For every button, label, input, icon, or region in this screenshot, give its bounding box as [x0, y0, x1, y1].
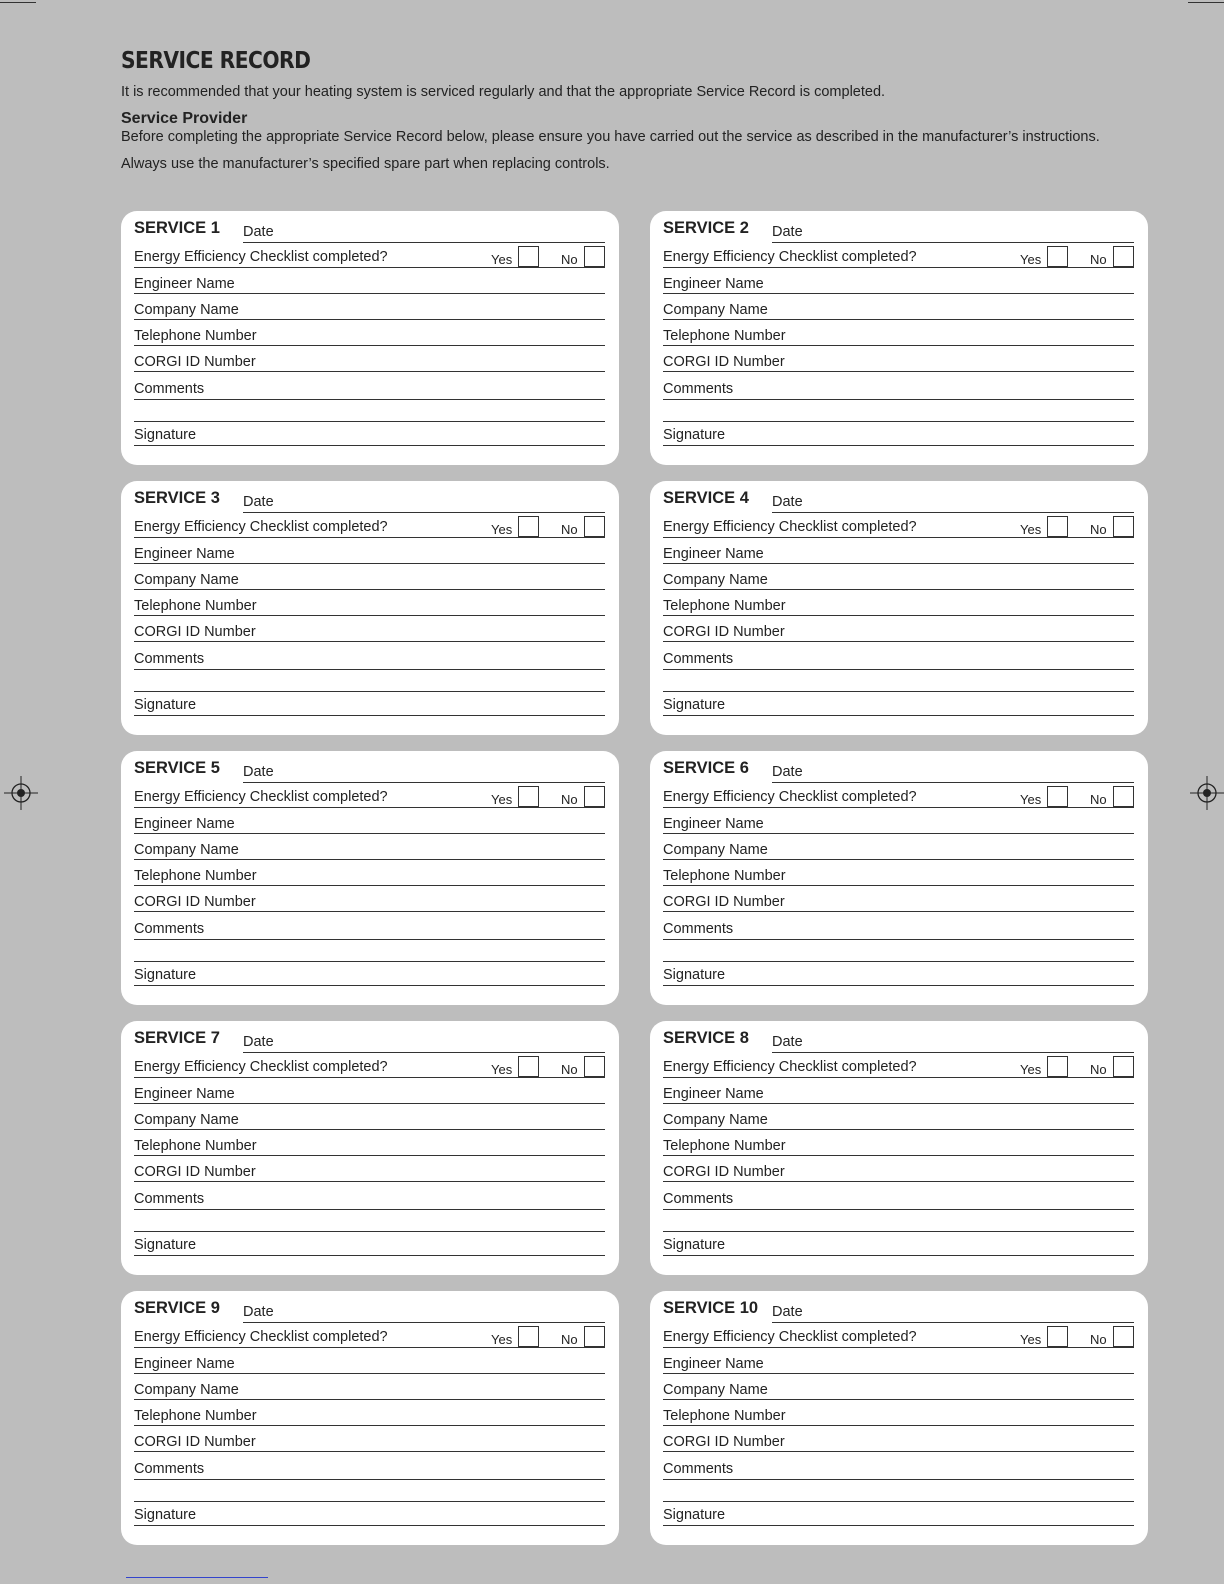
yes-label: Yes	[1020, 1332, 1042, 1347]
comments-field-label: Comments	[134, 921, 205, 937]
date-input-line[interactable]	[772, 1322, 1134, 1323]
telephone-number-field-label: Telephone Number	[663, 868, 786, 884]
comments-line-2[interactable]	[134, 421, 605, 422]
checklist-no-checkbox[interactable]	[584, 1326, 605, 1347]
service-title: SERVICE 6	[663, 759, 749, 777]
service-card-2	[650, 211, 1148, 465]
telephone-number-field-label: Telephone Number	[134, 868, 257, 884]
service-title: SERVICE 7	[134, 1029, 220, 1047]
checklist-line	[663, 267, 1134, 268]
telephone-number-field[interactable]	[134, 615, 605, 616]
date-input-line[interactable]	[243, 1052, 605, 1053]
checklist-line	[663, 537, 1134, 538]
checklist-no-checkbox[interactable]	[584, 246, 605, 267]
checklist-yes-checkbox[interactable]	[518, 516, 539, 537]
corgi-id-field[interactable]	[663, 371, 1134, 372]
no-label: No	[561, 522, 578, 537]
date-label: Date	[243, 1304, 274, 1320]
comments-field-label: Comments	[663, 651, 734, 667]
no-label: No	[1090, 792, 1107, 807]
checklist-yes-checkbox[interactable]	[1047, 246, 1068, 267]
checklist-label: Energy Efficiency Checklist completed?	[663, 789, 917, 805]
telephone-number-field[interactable]	[663, 615, 1134, 616]
company-name-field-label: Company Name	[134, 1112, 239, 1128]
yes-label: Yes	[1020, 522, 1042, 537]
checklist-line	[663, 1077, 1134, 1078]
checklist-line	[663, 1347, 1134, 1348]
telephone-number-field-label: Telephone Number	[134, 328, 257, 344]
yes-label: Yes	[1020, 792, 1042, 807]
service-card-9	[121, 1291, 619, 1545]
engineer-name-field[interactable]	[663, 1103, 1134, 1104]
corgi-id-field[interactable]	[134, 641, 605, 642]
comments-field-label: Comments	[663, 381, 734, 397]
signature-field[interactable]	[134, 985, 605, 986]
checklist-yes-checkbox[interactable]	[518, 246, 539, 267]
date-label: Date	[772, 494, 803, 510]
intro-text: It is recommended that your heating system is serviced regularly and that the appropriate Service Record is completed.	[121, 84, 886, 100]
comments-field-label: Comments	[134, 1461, 205, 1477]
checklist-label: Energy Efficiency Checklist completed?	[663, 249, 917, 265]
engineer-name-field-label: Engineer Name	[663, 1356, 764, 1372]
checklist-yes-checkbox[interactable]	[518, 1056, 539, 1077]
service-title: SERVICE 5	[134, 759, 220, 777]
corgi-id-field[interactable]	[663, 641, 1134, 642]
comments-field[interactable]	[663, 669, 1134, 670]
date-input-line[interactable]	[772, 512, 1134, 513]
service-title: SERVICE 2	[663, 219, 749, 237]
telephone-number-field[interactable]	[663, 1425, 1134, 1426]
telephone-number-field[interactable]	[663, 345, 1134, 346]
signature-field[interactable]	[663, 1525, 1134, 1526]
date-label: Date	[772, 764, 803, 780]
date-input-line[interactable]	[772, 242, 1134, 243]
corgi-id-field-label: CORGI ID Number	[134, 894, 256, 910]
engineer-name-field-label: Engineer Name	[663, 1086, 764, 1102]
date-input-line[interactable]	[772, 782, 1134, 783]
engineer-name-field[interactable]	[663, 833, 1134, 834]
comments-field-label: Comments	[134, 1191, 205, 1207]
checklist-yes-checkbox[interactable]	[1047, 1056, 1068, 1077]
corgi-id-field-label: CORGI ID Number	[663, 1434, 785, 1450]
telephone-number-field[interactable]	[134, 1425, 605, 1426]
engineer-name-field-label: Engineer Name	[663, 816, 764, 832]
corgi-id-field[interactable]	[134, 1451, 605, 1452]
page-header	[121, 48, 1121, 172]
comments-field[interactable]	[134, 939, 605, 940]
engineer-name-field[interactable]	[663, 563, 1134, 564]
no-label: No	[1090, 522, 1107, 537]
checklist-no-checkbox[interactable]	[1113, 1056, 1134, 1077]
company-name-field[interactable]	[663, 859, 1134, 860]
corgi-id-field[interactable]	[663, 1181, 1134, 1182]
comments-line-2[interactable]	[663, 421, 1134, 422]
checklist-no-checkbox[interactable]	[1113, 786, 1134, 807]
service-provider-text: Before completing the appropriate Service Record below, please ensure you have carried out the service as described in the manufacturer’s instructions.	[121, 129, 1100, 145]
date-input-line[interactable]	[243, 782, 605, 783]
signature-label: Signature	[134, 1237, 197, 1253]
engineer-name-field-label: Engineer Name	[134, 276, 235, 292]
service-card-8	[650, 1021, 1148, 1275]
signature-label: Signature	[663, 1507, 726, 1523]
telephone-number-field-label: Telephone Number	[134, 1138, 257, 1154]
company-name-field[interactable]	[663, 1399, 1134, 1400]
engineer-name-field-label: Engineer Name	[134, 546, 235, 562]
checklist-yes-checkbox[interactable]	[518, 1326, 539, 1347]
engineer-name-field[interactable]	[134, 1103, 605, 1104]
checklist-yes-checkbox[interactable]	[1047, 516, 1068, 537]
date-input-line[interactable]	[243, 512, 605, 513]
checklist-line	[134, 807, 605, 808]
service-title: SERVICE 8	[663, 1029, 749, 1047]
engineer-name-field[interactable]	[134, 293, 605, 294]
comments-field[interactable]	[663, 1209, 1134, 1210]
corgi-id-field-label: CORGI ID Number	[663, 894, 785, 910]
telephone-number-field-label: Telephone Number	[663, 1138, 786, 1154]
footer-link-underline	[126, 1577, 268, 1578]
service-title: SERVICE 4	[663, 489, 749, 507]
date-label: Date	[772, 1304, 803, 1320]
signature-field[interactable]	[663, 445, 1134, 446]
telephone-number-field-label: Telephone Number	[663, 328, 786, 344]
yes-label: Yes	[491, 792, 513, 807]
company-name-field[interactable]	[134, 859, 605, 860]
registration-mark-left-icon	[4, 776, 38, 810]
company-name-field-label: Company Name	[134, 842, 239, 858]
corgi-id-field[interactable]	[663, 1451, 1134, 1452]
comments-field[interactable]	[134, 669, 605, 670]
checklist-no-checkbox[interactable]	[584, 786, 605, 807]
signature-field[interactable]	[663, 985, 1134, 986]
service-card-10	[650, 1291, 1148, 1545]
engineer-name-field-label: Engineer Name	[134, 1356, 235, 1372]
company-name-field[interactable]	[663, 1129, 1134, 1130]
company-name-field-label: Company Name	[663, 302, 768, 318]
engineer-name-field[interactable]	[134, 563, 605, 564]
checklist-line	[134, 537, 605, 538]
signature-field[interactable]	[663, 715, 1134, 716]
telephone-number-field[interactable]	[134, 1155, 605, 1156]
telephone-number-field-label: Telephone Number	[663, 598, 786, 614]
service-card-4	[650, 481, 1148, 735]
checklist-label: Energy Efficiency Checklist completed?	[663, 519, 917, 535]
corgi-id-field-label: CORGI ID Number	[663, 624, 785, 640]
corgi-id-field[interactable]	[134, 911, 605, 912]
engineer-name-field-label: Engineer Name	[134, 1086, 235, 1102]
comments-field[interactable]	[663, 399, 1134, 400]
comments-field-label: Comments	[663, 921, 734, 937]
comments-field[interactable]	[134, 1209, 605, 1210]
yes-label: Yes	[491, 252, 513, 267]
no-label: No	[561, 1332, 578, 1347]
no-label: No	[1090, 1062, 1107, 1077]
company-name-field[interactable]	[134, 1129, 605, 1130]
engineer-name-field[interactable]	[134, 833, 605, 834]
checklist-line	[663, 807, 1134, 808]
company-name-field[interactable]	[663, 589, 1134, 590]
telephone-number-field[interactable]	[663, 885, 1134, 886]
crop-mark-right	[1188, 2, 1224, 3]
company-name-field-label: Company Name	[663, 842, 768, 858]
checklist-no-checkbox[interactable]	[1113, 246, 1134, 267]
company-name-field-label: Company Name	[134, 302, 239, 318]
checklist-label: Energy Efficiency Checklist completed?	[134, 1329, 388, 1345]
yes-label: Yes	[1020, 1062, 1042, 1077]
service-card-5	[121, 751, 619, 1005]
engineer-name-field-label: Engineer Name	[134, 816, 235, 832]
corgi-id-field-label: CORGI ID Number	[134, 1434, 256, 1450]
signature-field[interactable]	[134, 1525, 605, 1526]
corgi-id-field-label: CORGI ID Number	[663, 354, 785, 370]
date-label: Date	[772, 224, 803, 240]
corgi-id-field[interactable]	[663, 911, 1134, 912]
company-name-field[interactable]	[134, 589, 605, 590]
checklist-label: Energy Efficiency Checklist completed?	[663, 1329, 917, 1345]
telephone-number-field-label: Telephone Number	[134, 598, 257, 614]
checklist-no-checkbox[interactable]	[1113, 1326, 1134, 1347]
service-card-7	[121, 1021, 619, 1275]
comments-field[interactable]	[663, 939, 1134, 940]
checklist-label: Energy Efficiency Checklist completed?	[134, 519, 388, 535]
comments-field[interactable]	[663, 1479, 1134, 1480]
yes-label: Yes	[1020, 252, 1042, 267]
company-name-field-label: Company Name	[134, 1382, 239, 1398]
corgi-id-field-label: CORGI ID Number	[134, 1164, 256, 1180]
signature-label: Signature	[663, 1237, 726, 1253]
no-label: No	[561, 252, 578, 267]
checklist-yes-checkbox[interactable]	[1047, 786, 1068, 807]
company-name-field-label: Company Name	[663, 1112, 768, 1128]
signature-label: Signature	[663, 427, 726, 443]
engineer-name-field[interactable]	[134, 1373, 605, 1374]
engineer-name-field[interactable]	[663, 1373, 1134, 1374]
yes-label: Yes	[491, 1332, 513, 1347]
date-input-line[interactable]	[243, 242, 605, 243]
signature-field[interactable]	[663, 1255, 1134, 1256]
signature-label: Signature	[663, 697, 726, 713]
company-name-field[interactable]	[134, 319, 605, 320]
telephone-number-field[interactable]	[134, 885, 605, 886]
corgi-id-field[interactable]	[134, 371, 605, 372]
comments-line-2[interactable]	[663, 961, 1134, 962]
service-card-6	[650, 751, 1148, 1005]
checklist-label: Energy Efficiency Checklist completed?	[134, 1059, 388, 1075]
checklist-no-checkbox[interactable]	[1113, 516, 1134, 537]
comments-field-label: Comments	[134, 651, 205, 667]
telephone-number-field[interactable]	[663, 1155, 1134, 1156]
comments-field[interactable]	[134, 1479, 605, 1480]
signature-label: Signature	[663, 967, 726, 983]
comments-line-2[interactable]	[134, 1501, 605, 1502]
company-name-field[interactable]	[663, 319, 1134, 320]
date-label: Date	[243, 224, 274, 240]
crop-mark-left	[0, 2, 36, 3]
no-label: No	[1090, 252, 1107, 267]
comments-line-2[interactable]	[663, 1501, 1134, 1502]
engineer-name-field-label: Engineer Name	[663, 276, 764, 292]
signature-label: Signature	[134, 967, 197, 983]
checklist-line	[134, 1077, 605, 1078]
signature-field[interactable]	[134, 1255, 605, 1256]
comments-field-label: Comments	[663, 1461, 734, 1477]
no-label: No	[1090, 1332, 1107, 1347]
comments-line-2[interactable]	[134, 961, 605, 962]
registration-mark-right-icon	[1190, 776, 1224, 810]
telephone-number-field-label: Telephone Number	[134, 1408, 257, 1424]
telephone-number-field[interactable]	[134, 345, 605, 346]
checklist-no-checkbox[interactable]	[584, 1056, 605, 1077]
service-title: SERVICE 10	[663, 1299, 759, 1317]
service-card-3	[121, 481, 619, 735]
service-card-1	[121, 211, 619, 465]
comments-line-2[interactable]	[663, 691, 1134, 692]
signature-label: Signature	[134, 427, 197, 443]
spare-parts-note: Always use the manufacturer’s specified spare part when replacing controls.	[121, 156, 610, 172]
page-title: SERVICE RECORD	[121, 48, 311, 74]
company-name-field-label: Company Name	[663, 1382, 768, 1398]
signature-field[interactable]	[134, 715, 605, 716]
date-label: Date	[772, 1034, 803, 1050]
engineer-name-field-label: Engineer Name	[663, 546, 764, 562]
date-input-line[interactable]	[772, 1052, 1134, 1053]
signature-label: Signature	[134, 697, 197, 713]
service-title: SERVICE 3	[134, 489, 220, 507]
comments-line-2[interactable]	[663, 1231, 1134, 1232]
checklist-line	[134, 1347, 605, 1348]
company-name-field-label: Company Name	[663, 572, 768, 588]
corgi-id-field-label: CORGI ID Number	[134, 624, 256, 640]
comments-field-label: Comments	[663, 1191, 734, 1207]
comments-field[interactable]	[134, 399, 605, 400]
checklist-yes-checkbox[interactable]	[1047, 1326, 1068, 1347]
no-label: No	[561, 1062, 578, 1077]
company-name-field-label: Company Name	[134, 572, 239, 588]
telephone-number-field-label: Telephone Number	[663, 1408, 786, 1424]
comments-field-label: Comments	[134, 381, 205, 397]
no-label: No	[561, 792, 578, 807]
service-title: SERVICE 1	[134, 219, 220, 237]
date-label: Date	[243, 764, 274, 780]
date-input-line[interactable]	[243, 1322, 605, 1323]
company-name-field[interactable]	[134, 1399, 605, 1400]
signature-field[interactable]	[134, 445, 605, 446]
engineer-name-field[interactable]	[663, 293, 1134, 294]
checklist-no-checkbox[interactable]	[584, 516, 605, 537]
corgi-id-field[interactable]	[134, 1181, 605, 1182]
corgi-id-field-label: CORGI ID Number	[663, 1164, 785, 1180]
service-provider-heading: Service Provider	[121, 110, 248, 127]
yes-label: Yes	[491, 1062, 513, 1077]
service-title: SERVICE 9	[134, 1299, 220, 1317]
checklist-label: Energy Efficiency Checklist completed?	[663, 1059, 917, 1075]
date-label: Date	[243, 1034, 274, 1050]
yes-label: Yes	[491, 522, 513, 537]
checklist-line	[134, 267, 605, 268]
comments-line-2[interactable]	[134, 1231, 605, 1232]
checklist-label: Energy Efficiency Checklist completed?	[134, 789, 388, 805]
checklist-label: Energy Efficiency Checklist completed?	[134, 249, 388, 265]
date-label: Date	[243, 494, 274, 510]
checklist-yes-checkbox[interactable]	[518, 786, 539, 807]
signature-label: Signature	[134, 1507, 197, 1523]
comments-line-2[interactable]	[134, 691, 605, 692]
corgi-id-field-label: CORGI ID Number	[134, 354, 256, 370]
